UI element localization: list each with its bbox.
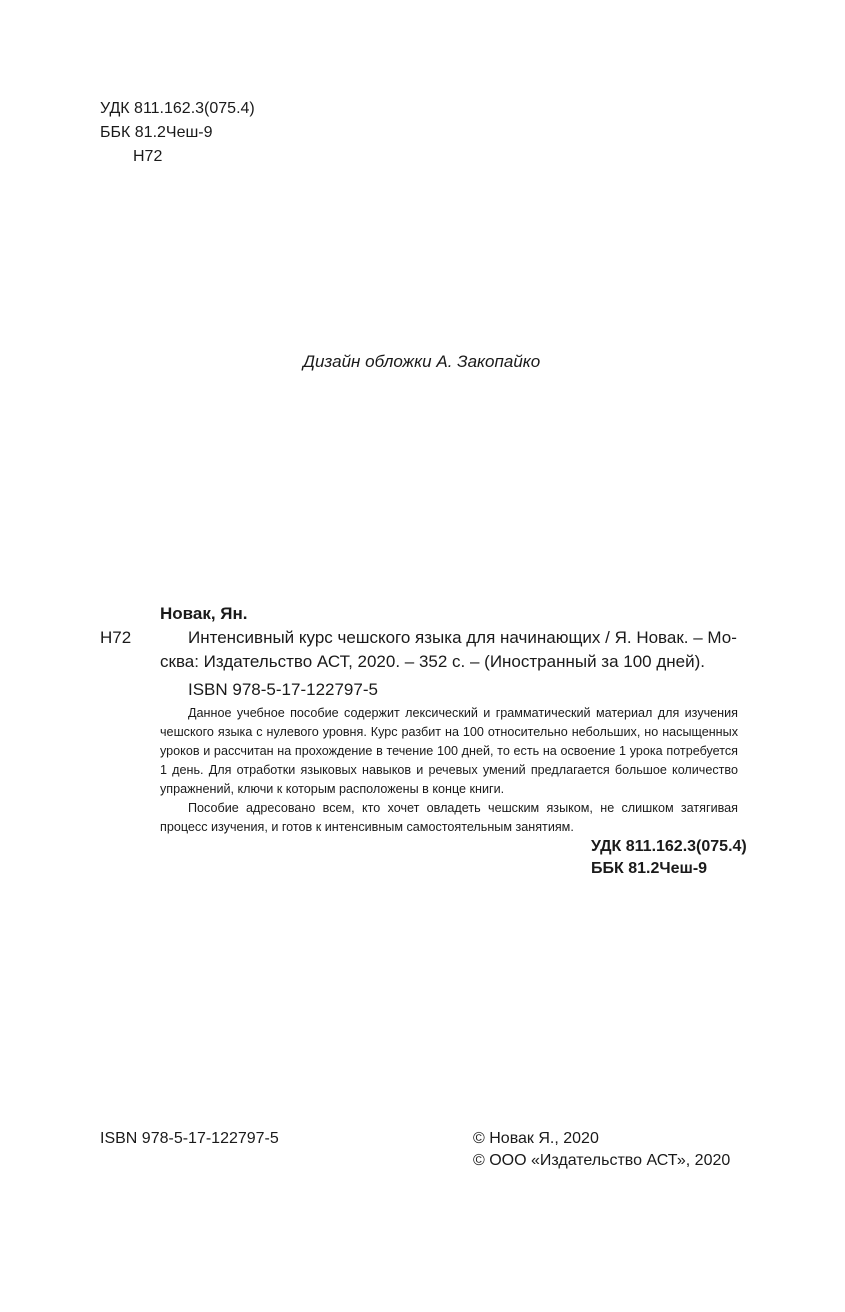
cover-designer: А. Закопайко (436, 352, 541, 371)
catalog-udk: УДК 811.162.3(075.4) (591, 838, 747, 855)
catalog-author: Новак, Ян. (160, 604, 248, 623)
catalog-bbk: ББК 81.2Чеш-9 (591, 860, 708, 877)
copyright-publisher: © ООО «Издательство АСТ», 2020 (473, 1152, 731, 1169)
bbk-code: ББК 81.2Чеш-9 (100, 124, 213, 141)
author-code: Н72 (133, 148, 163, 165)
cover-design-label: Дизайн обложки (303, 352, 432, 371)
catalog-title-line-1: Интенсивный курс чешского языка для начинающих / Я. Новак. – Мо- (188, 628, 737, 647)
cover-design-credit (303, 348, 540, 375)
catalog-title-line-2: сква: Издательство АСТ, 2020. – 352 с. – (Иностранный за 100 дней). (160, 652, 705, 671)
footer-isbn: ISBN 978-5-17-122797-5 (100, 1130, 279, 1147)
catalog-author-code: Н72 (100, 628, 132, 647)
catalog-abstract (160, 704, 738, 837)
abstract-paragraph-1: Данное учебное пособие содержит лексический и грамматический материал для изучения чешского языка с нулевого уровня. Курс разбит на 100 относительно небольших, но насыщенных уроков и рассчитан на прохождение в течение 100 дней, то есть на освоение 1 урока потребуется 1 день. Для отработки языковых навыков и речевых умений предлагается большое количество упражнений, ключи к которым расположены в конце книги. (160, 706, 738, 796)
abstract-paragraph-2: Пособие адресовано всем, кто хочет овладеть чешским языком, не слишком затягивая процесс изучения, и готов к интенсивным самостоятельным занятиям. (160, 801, 738, 834)
copyright-author: © Новак Я., 2020 (473, 1130, 599, 1147)
catalog-isbn: ISBN 978-5-17-122797-5 (188, 680, 378, 699)
udk-code: УДК 811.162.3(075.4) (100, 100, 255, 117)
